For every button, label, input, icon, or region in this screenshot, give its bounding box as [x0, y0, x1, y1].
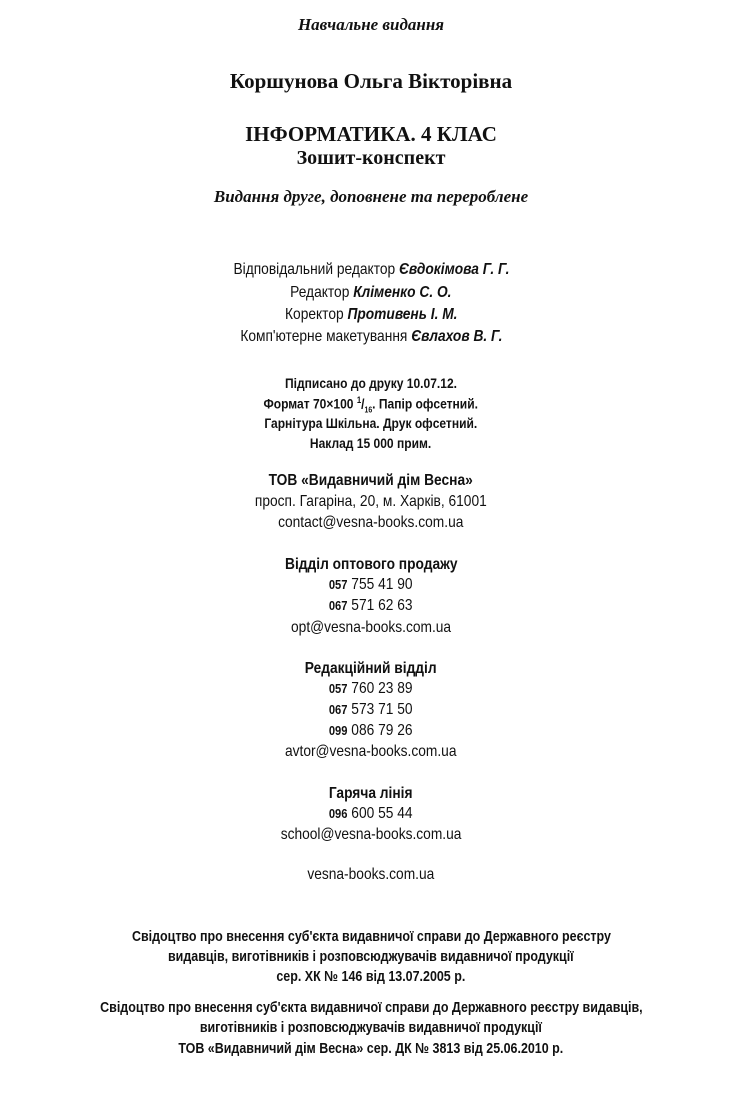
credit-editor: Редактор Кліменко С. О. — [290, 284, 452, 301]
print-format: Формат 70×100 $^1/_{16}$. Папір офсетний. — [263, 395, 479, 415]
wholesale-phone: 067 571 62 63 — [329, 597, 413, 614]
hotline-heading: Гаряча лінія — [329, 785, 413, 802]
author-name: Коршунова Ольга Вікторівна — [229, 69, 513, 93]
publisher-address: просп. Гагаріна, 20, м. Харків, 61001 — [255, 493, 487, 510]
certificate-2-line-1: Свідоцтво про внесення суб'єкта видавничої справи до Державного реєстру видавців, — [99, 1000, 643, 1016]
website: vesna-books.com.ua — [307, 866, 435, 883]
certificate-1-line-1: Свідоцтво про внесення суб'єкта видавничої справи до Державного реєстру — [131, 929, 611, 945]
print-run: Наклад 15 000 прим. — [310, 435, 432, 451]
credit-responsible-editor: Відповідальний редактор Євдокімова Г. Г. — [233, 261, 509, 278]
editorial-phone: 057 760 23 89 — [329, 680, 413, 697]
editorial-phone: 099 086 79 26 — [329, 722, 413, 739]
credit-proofreader: Коректор Противень І. М. — [284, 306, 458, 323]
wholesale-email: opt@vesna-books.com.ua — [290, 619, 452, 636]
editorial-email: avtor@vesna-books.com.ua — [285, 743, 457, 760]
print-signed: Підписано до друку 10.07.12. — [284, 375, 457, 391]
wholesale-heading: Відділ оптового продажу — [284, 556, 458, 573]
certificate-1-line-2: видавців, виготівників і розповсюджувачів видавничої продукції — [168, 949, 574, 965]
hotline-phone: 096 600 55 44 — [329, 805, 413, 822]
publisher-name: ТОВ «Видавничий дім Весна» — [268, 472, 474, 489]
print-typeface: Гарнітура Шкільна. Друк офсетний. — [264, 415, 478, 431]
edition-note: Видання друге, доповнене та перероблене — [213, 187, 529, 206]
certificate-2-line-3: ТОВ «Видавничий дім Весна» сер. ДК № 3813 від 25.06.2010 р. — [178, 1041, 564, 1057]
certificate-2-line-2: виготівників і розповсюджувачів видавничої продукції — [199, 1020, 543, 1036]
wholesale-phone: 057 755 41 90 — [329, 576, 413, 593]
book-subtitle: Зошит-конспект — [296, 147, 446, 169]
credit-layout: Комп'ютерне макетування Євлахов В. Г. — [239, 328, 503, 345]
certificate-1-line-3: сер. ХК № 146 від 13.07.2005 р. — [276, 969, 466, 985]
editorial-phone: 067 573 71 50 — [329, 701, 413, 718]
editorial-heading: Редакційний відділ — [305, 660, 437, 677]
edition-type: Навчальне видання — [297, 15, 445, 34]
hotline-email: school@vesna-books.com.ua — [280, 826, 462, 843]
publisher-email: contact@vesna-books.com.ua — [278, 514, 464, 531]
book-title: ІНФОРМАТИКА. 4 КЛАС — [245, 122, 497, 146]
